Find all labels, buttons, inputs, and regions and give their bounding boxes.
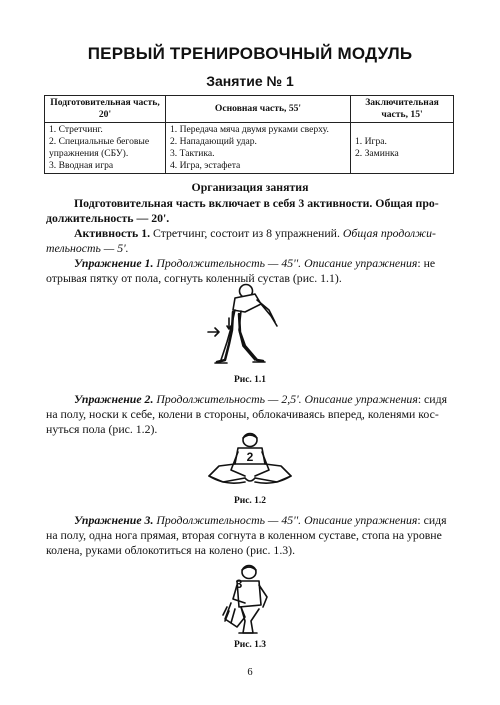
lesson-plan-table: [44, 95, 454, 174]
page-number: 6: [247, 667, 253, 678]
list-item: 1. Игра.: [355, 136, 387, 147]
exercise-desc-cont: на полу, носки к себе, колени в стороны, облокачиваясь вперед, коленями кос-: [46, 407, 439, 421]
exercise-desc-cont: отрывая пятку от пола, согнуть коленный сустав (рис. 1.1).: [46, 271, 342, 285]
figure-number: 2: [246, 450, 254, 464]
exercise-duration: Продолжительность — 45''. Описание упражнения: [153, 256, 418, 270]
list-item: 2. Заминка: [355, 148, 399, 159]
figure-caption: Рис. 1.3: [233, 640, 267, 650]
intro-line-1: Подготовительная часть включает в себя 3 активности. Общая про-: [74, 196, 439, 210]
exercise-desc: : не: [417, 256, 436, 270]
list-item: 4. Игра, эстафета: [170, 160, 241, 171]
final-cell: [351, 123, 454, 174]
list-item: 2. Специальные беговые: [49, 136, 150, 147]
section-heading: Организация занятия: [191, 180, 309, 194]
exercise-label: Упражнение 3.: [74, 513, 154, 527]
table-row: [45, 123, 454, 174]
exercise-desc-cont: нуться пола (рис. 1.2).: [46, 422, 158, 436]
module-title: ПЕРВЫЙ ТРЕНИРОВОЧНЫЙ МОДУЛЬ: [87, 44, 413, 63]
exercise-duration: Продолжительность — 2,5'. Описание упражнения: [153, 392, 418, 406]
intro-paragraph: [46, 196, 456, 226]
exercise-2-paragraph: [46, 392, 456, 437]
exercise-desc-cont: колена, руками облокотиться на колено (рис. 1.3).: [46, 543, 296, 557]
activity-duration: Общая продолжи-: [342, 226, 436, 240]
list-item: 2. Нападающий удар.: [170, 136, 257, 147]
header-preparatory: Подготовительная часть, 20': [45, 96, 166, 123]
exercise-desc-cont: на полу, одна нога прямая, вторая согнута в коленном суставе, стопа на уровне: [46, 528, 442, 542]
activity-text: Стретчинг, состоит из 8 упражнений.: [150, 226, 343, 240]
header-main: Основная часть, 55': [166, 96, 351, 123]
activity-label: Активность 1.: [74, 226, 151, 240]
exercise-desc: : сидя: [417, 513, 447, 527]
exercise-duration: Продолжительность — 45''. Описание упражнения: [153, 513, 418, 527]
header-final: Заключительная часть, 15': [351, 96, 454, 123]
figure-caption: Рис. 1.2: [233, 496, 267, 506]
figure-number: 3: [235, 577, 243, 591]
main-cell: [166, 123, 351, 174]
activity-1-paragraph: [46, 226, 456, 256]
activity-duration-cont: тельность — 5'.: [46, 241, 129, 255]
figure-1-2-illustration: [205, 432, 295, 488]
lesson-title: Занятие № 1: [206, 73, 294, 89]
intro-line-2: должительность — 20'.: [46, 211, 170, 225]
exercise-3-paragraph: [46, 513, 456, 558]
list-item: 3. Тактика.: [170, 148, 215, 159]
list-item: 3. Вводная игра: [49, 160, 114, 171]
exercise-desc: : сидя: [417, 392, 448, 406]
exercise-label: Упражнение 2.: [74, 392, 154, 406]
list-item: упражнения (СБУ).: [49, 148, 129, 159]
figure-1-1-illustration: [205, 280, 295, 370]
preparatory-cell: [45, 123, 166, 174]
exercise-label: Упражнение 1.: [74, 256, 154, 270]
figure-1-3-illustration: [215, 563, 285, 635]
figure-caption: Рис. 1.1: [233, 375, 267, 385]
list-item: 1. Передача мяча двумя руками сверху.: [170, 124, 329, 135]
table-header-row: [45, 96, 454, 123]
list-item: 1. Стретчинг.: [49, 124, 103, 135]
